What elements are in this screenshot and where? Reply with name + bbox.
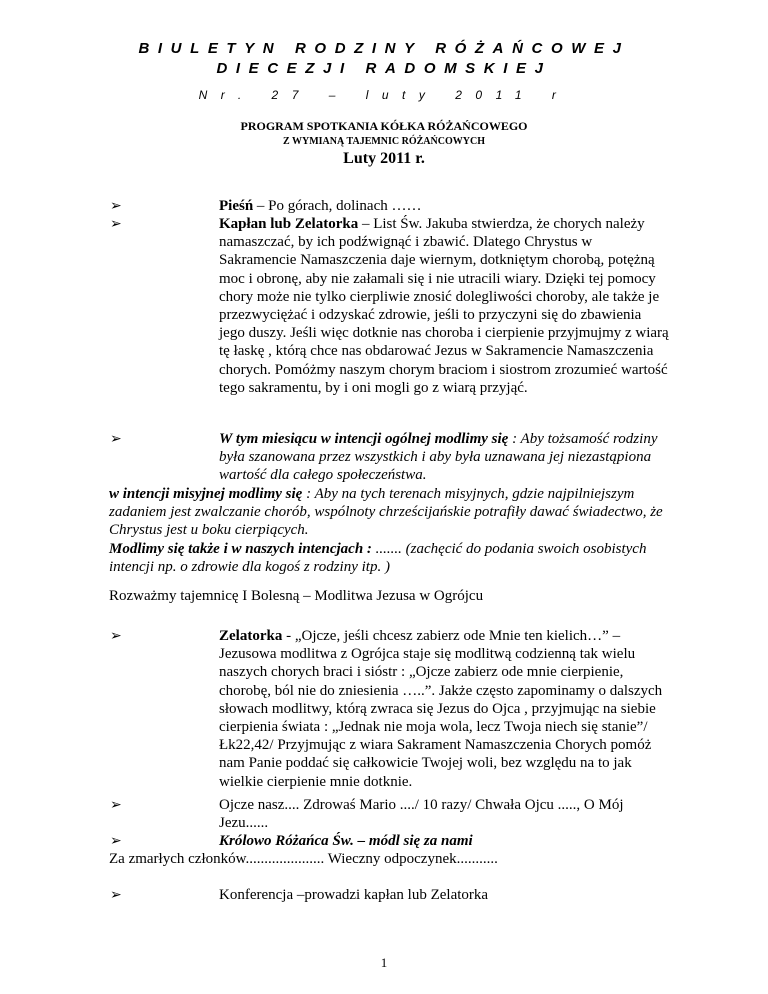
zelatorka-text: - „Ojcze, jeśli chcesz zabierz ode Mnie ten kielich…” – Jezusowa modlitwa z Ogrójca staje się modlitwą codzienną tak wielu naszych chorych braci i sióstr : „Ojcze zabierz ode mnie cierpienie, chorobę, ból nie do zniesienia …..”. Jakże często zapominamy o dalszych słowach modlitwy, którą zwraca się Jezus do Ojca , przyjmując na siebie cierpienia świata : „Jednak nie moja wola, lecz Twoja niech się stanie”/Łk22,42/ Przyjmując z wiara Sakrament Namaszczenia Chorych pomóż nam Panie poddać się całkowicie Twojej woli, bez względu na to jak wielkie cierpienie mnie dotknie. <box>219 628 663 790</box>
priest-text: – List Św. Jakuba stwierdza, że chorych należy namaszczać, by ich podźwignąć i zbawić. Dlatego Chrystus w Sakramencie Namaszczenia daje wiernym, dotkniętym chorobą, potężną moc i obronę, aby nie załamali się i nie utracili wiary. Dzięki tej pomocy chory może nie tylko cierpliwie znosić dolegliwości choroby, ale także je przezwyciężać i odzyskać zdrowie, jeśli to przyczyni się do zbawienia jego duszy. Jeśli więc dotknie nas choroba i cierpienie przyjmujmy z wiarą tę łaskę , którą chce nas obdarować Jezus w Sakramencie Namaszczenia chorych. Pomóżmy naszym chorym braciom i siostrom zrozumieć wartość tego sakramentu, by i oni mogli go z wiarą przyjąć. <box>219 216 669 396</box>
program-title: PROGRAM SPOTKANIA KÓŁKA RÓŻAŃCOWEGO <box>240 119 528 133</box>
zelatorka-paragraph <box>219 627 669 791</box>
general-intention-label: W tym miesiącu w intencji ogólnej modlimy się <box>219 431 509 447</box>
own-intentions <box>109 540 669 576</box>
issue-number: Nr. 27 – luty 2011 r <box>198 88 570 102</box>
mystery-heading: Rozważmy tajemnicę I Bolesną – Modlitwa Jezusa w Ogrójcu <box>109 588 484 604</box>
bullet-icon: ➢ <box>110 798 122 813</box>
bullet-icon: ➢ <box>110 888 122 903</box>
own-intentions-text: ....... (zachęcić do podania swoich osobistych intencji np. o zdrowie dla kogoś z rodziny itp. ) <box>109 541 647 576</box>
conference-line: Konferencja –prowadzi kapłan lub Zelatorka <box>219 887 489 903</box>
bullet-icon: ➢ <box>110 432 122 447</box>
mission-intention <box>109 485 669 540</box>
bullet-icon: ➢ <box>110 217 122 232</box>
general-intention-text: : Aby tożsamość rodziny była szanowana przez wszystkich i aby była uznawana jej niezastąpiona wartość dla całego społeczeństwa. <box>219 431 658 484</box>
bullet-icon: ➢ <box>110 834 122 849</box>
bulletin-title: BIULETYN RODZINY RÓŻAŃCOWEJ <box>138 40 630 57</box>
prayers-line: Ojcze nasz.... Zdrowaś Mario ..../ 10 razy/ Chwała Ojcu ....., O Mój Jezu...... <box>219 797 624 832</box>
mission-intention-label: w intencji misyjnej modlimy się <box>109 486 303 502</box>
general-intention <box>219 430 669 485</box>
program-date: Luty 2011 r. <box>343 150 425 167</box>
song-label: Pieśń <box>219 198 254 214</box>
page-number: 1 <box>380 955 388 970</box>
priest-paragraph <box>219 215 669 397</box>
priest-label: Kapłan lub Zelatorka <box>219 216 359 232</box>
queen-invocation: Królowo Różańca Św. – módl się za nami <box>219 833 473 849</box>
bullet-icon: ➢ <box>110 629 122 644</box>
diocese-title: DIECEZJI RADOMSKIEJ <box>216 60 552 77</box>
song-text: – Po górach, dolinach …… <box>253 198 422 214</box>
dead-members-line: Za zmarłych członków..................... Wieczny odpoczynek........... <box>109 851 498 867</box>
program-subtitle: Z WYMIANĄ TAJEMNIC RÓŻAŃCOWYCH <box>283 136 485 147</box>
own-intentions-label: Modlimy się także i w naszych intencjach : <box>109 541 372 557</box>
bullet-icon: ➢ <box>110 199 122 214</box>
zelatorka-label: Zelatorka <box>219 628 283 644</box>
mission-intention-text: : Aby na tych terenach misyjnych, gdzie najpilniejszym zadaniem jest zwalczanie chorób, wspólnoty chrześcijańskie potrafiły dawać świadectwo, że Chrystus jest u boku cierpiących. <box>109 486 663 539</box>
song-paragraph <box>219 197 669 215</box>
